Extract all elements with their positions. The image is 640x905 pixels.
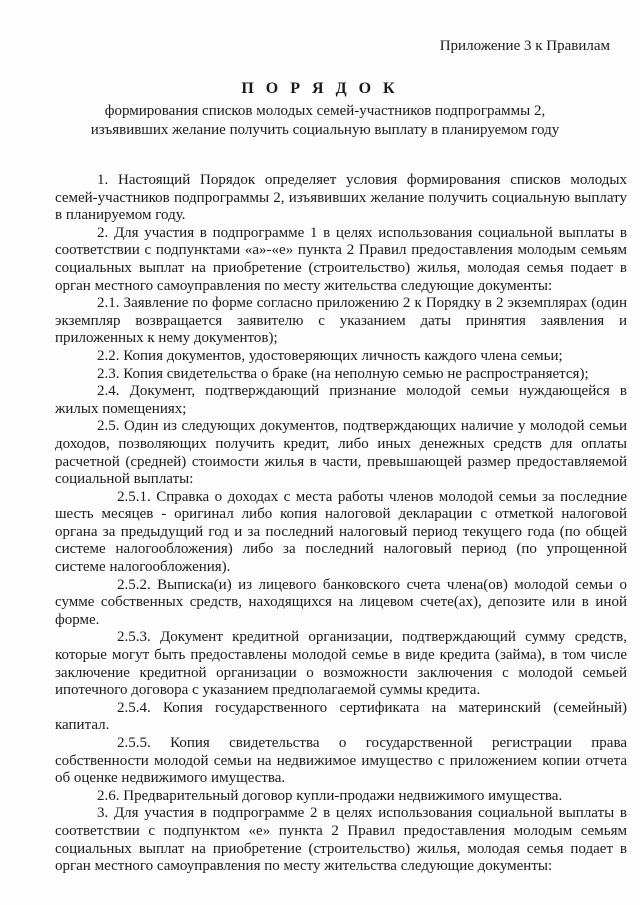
- paragraph-2-5-4: 2.5.4. Копия государственного сертификата на материнский (семейный) капитал.: [55, 699, 627, 734]
- document-subtitle: формирования списков молодых семей-участников подпрограммы 2, изъявивших желание получить социальную выплату в планируемом году: [90, 103, 560, 138]
- paragraph-2-6: 2.6. Предварительный договор купли-продажи недвижимого имущества.: [97, 787, 563, 804]
- paragraph-2-5-3: 2.5.3. Документ кредитной организации, подтверждающий сумму средств, которые могут быть предоставлены молодой семье в виде кредита (займа), в том числе заключение кредитной организации о возможности заключения с молодой семьей ипотечного договора с указанием предполагаемой суммы кредита.: [55, 629, 627, 699]
- paragraph-2-5-5: 2.5.5. Копия свидетельства о государственной регистрации права собственности молодой семьи на недвижимое имущество с приложением копии отчета об оценке недвижимого имущества.: [55, 735, 627, 787]
- paragraph-2-5-1: 2.5.1. Справка о доходах с места работы членов молодой семьи за последние шесть месяцев - оригинал либо копия налоговой декларации с отметкой налоговой органа за предыдущий год и за последний налоговый период текущего года (по общей системе налогообложения) либо за последний налоговый период (по упрощенной системе налогообложения).: [55, 488, 627, 576]
- document-body: [55, 172, 627, 876]
- paragraph-2-1: 2.1. Заявление по форме согласно приложению 2 к Порядку в 2 экземплярах (один экземпляр возвращается заявителю с указанием даты принятия заявления и приложенных к нему документов);: [55, 295, 627, 347]
- document-title: П О Р Я Д О К: [241, 80, 399, 97]
- paragraph-2-5-2: 2.5.2. Выписка(и) из лицевого банковского счета члена(ов) молодой семьи о сумме собственных средств, находящихся на лицевом счете(ах), депозите или в иной форме.: [55, 576, 627, 628]
- paragraph-3: 3. Для участия в подпрограмме 2 в целях использования социальной выплаты в соответствии с подпунктом «е» пункта 2 Правил предоставления молодым семьям социальных выплат на приобретение (строительство) жилья, молодая семья подает в орган местного самоуправления по месту жительства следующие документы:: [55, 805, 627, 875]
- paragraph-2-2: 2.2. Копия документов, удостоверяющих личность каждого члена семьи;: [97, 347, 563, 364]
- paragraph-2-3: 2.3. Копия свидетельства о браке (на неполную семью не распространяется);: [97, 365, 589, 382]
- appendix-reference: Приложение 3 к Правилам: [439, 38, 610, 54]
- paragraph-2-5: 2.5. Один из следующих документов, подтверждающих наличие у молодой семьи доходов, позволяющих получить кредит, либо иных денежных средств для оплаты расчетной (средней) стоимости жилья в части, превышающей размер предоставляемой социальной выплаты:: [55, 418, 627, 488]
- paragraph-1: 1. Настоящий Порядок определяет условия формирования списков молодых семей-участников подпрограммы 2, изъявивших желание получить социальную выплату в планируемом году.: [55, 172, 627, 224]
- paragraph-2: 2. Для участия в подпрограмме 1 в целях использования социальной выплаты в соответствии с подпунктами «а»-«е» пункта 2 Правил предоставления молодым семьям социальных выплат на приобретение (строительство) жилья, молодая семья подает в орган местного самоуправления по месту жительства следующие документы:: [55, 224, 627, 294]
- paragraph-2-4: 2.4. Документ, подтверждающий признание молодой семьи нуждающейся в жилых помещениях;: [55, 383, 627, 417]
